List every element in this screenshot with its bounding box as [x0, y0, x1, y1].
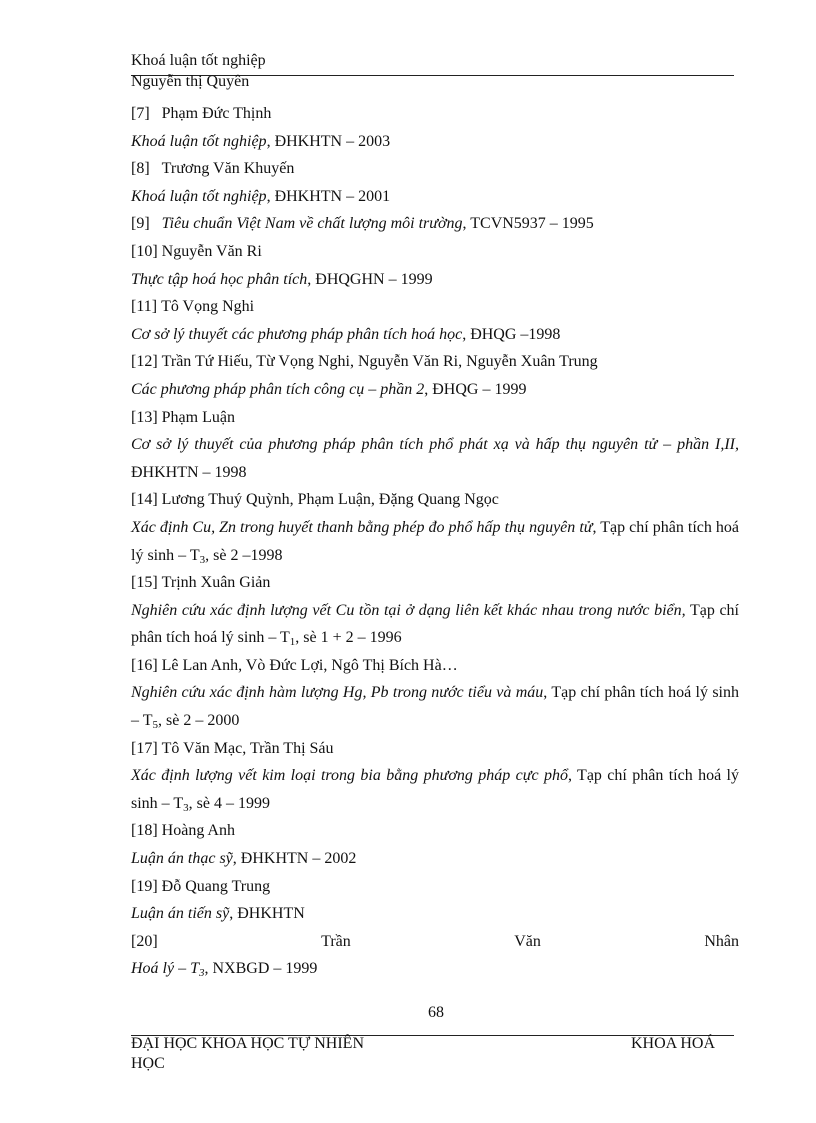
page-number: 68 — [428, 1004, 444, 1021]
reference-title-line: Cơ sở lý thuyết của phương pháp phân tích phổ phát xạ và hấp thụ nguyên tử – phần I,II, ĐHKHTN – 1998 — [131, 436, 739, 481]
reference-title-line: Khoá luận tốt nghiệp, ĐHKHTN – 2003 — [131, 132, 391, 150]
reference-title-line: Nghiên cứu xác định lượng vết Cu tồn tại ở dạng liên kết khác nhau trong nước biển, Tạp chí phân tích hoá lý sinh – $T_1$, sè 1 + 2 – 1996 — [131, 601, 740, 649]
reference-title-line: Luận án thạc sỹ, ĐHKHTN – 2002 — [131, 850, 357, 868]
reference-author-line: [20] Trần Văn Nhân — [131, 932, 739, 950]
reference-author-line: [15] Trịnh Xuân Giản — [131, 574, 271, 592]
reference-title-line: Nghiên cứu xác định hàm lượng Hg, Pb trong nước tiểu và máu, Tạp chí phân tích hoá lý sinh – $T_5$, sè 2 – 2000 — [131, 684, 739, 732]
reference-title-line: Hoá lý – $T_3$, NXBGD – 1999 — [131, 960, 318, 980]
reference-title-line: Thực tập hoá học phân tích, ĐHQGHN – 1999 — [131, 270, 433, 288]
reference-author-line: [12] Trần Tứ Hiếu, Từ Vọng Nghi, Nguyễn Văn Ri, Nguyễn Xuân Trung — [131, 353, 598, 371]
reference-author-line: [17] Tô Văn Mạc, Trần Thị Sáu — [131, 739, 334, 757]
reference-author-line: [14] Lương Thuý Quỳnh, Phạm Luận, Đặng Quang Ngọc — [131, 491, 499, 509]
reference-title-line: Xác định lượng vết kim loại trong bia bằng phương pháp cực phổ, Tạp chí phân tích hoá lý sinh – $T_3$, sè 4 – 1999 — [131, 767, 740, 814]
reference-title-line: [9] Tiêu chuẩn Việt Nam về chất lượng môi trường, TCVN5937 – 1995 — [131, 215, 594, 233]
reference-list — [131, 100, 739, 983]
reference-title-line: Các phương pháp phân tích công cụ – phần 2, ĐHQG – 1999 — [131, 380, 527, 398]
reference-title-line: Cơ sở lý thuyết các phương pháp phân tích hoá học, ĐHQG –1998 — [131, 325, 561, 343]
reference-author-line: [11] Tô Vọng Nghi — [131, 298, 255, 316]
footer-faculty: KHOA HOÁ — [631, 1035, 715, 1052]
reference-author-line: [8] Trương Văn Khuyến — [131, 160, 295, 178]
reference-title-line: Xác định Cu, Zn trong huyết thanh bằng phép đo phổ hấp thụ nguyên tử, Tạp chí phân tích hoá lý sinh – $T_3$, sè 2 –1998 — [131, 518, 740, 566]
reference-author-line: [16] Lê Lan Anh, Vò Đức Lợi, Ngô Thị Bích Hà… — [131, 656, 458, 674]
reference-author-line: [18] Hoàng Anh — [131, 822, 235, 840]
header-author: Nguyễn thị Quyên — [131, 73, 250, 90]
reference-author-line: [10] Nguyễn Văn Ri — [131, 242, 262, 260]
header-title: Khoá luận tốt nghiệp — [131, 52, 266, 69]
reference-title-line: Luận án tiến sỹ, ĐHKHTN — [131, 905, 305, 923]
reference-author-line: [7] Phạm Đức Thịnh — [131, 105, 272, 122]
footer-university: ĐẠI HỌC KHOA HỌC TỰ NHIÊN HỌC — [131, 1035, 364, 1072]
reference-author-line: [19] Đỗ Quang Trung — [131, 877, 271, 895]
reference-author-line: [13] Phạm Luận — [131, 408, 235, 426]
reference-title-line: Khoá luận tốt nghiệp, ĐHKHTN – 2001 — [131, 187, 391, 205]
